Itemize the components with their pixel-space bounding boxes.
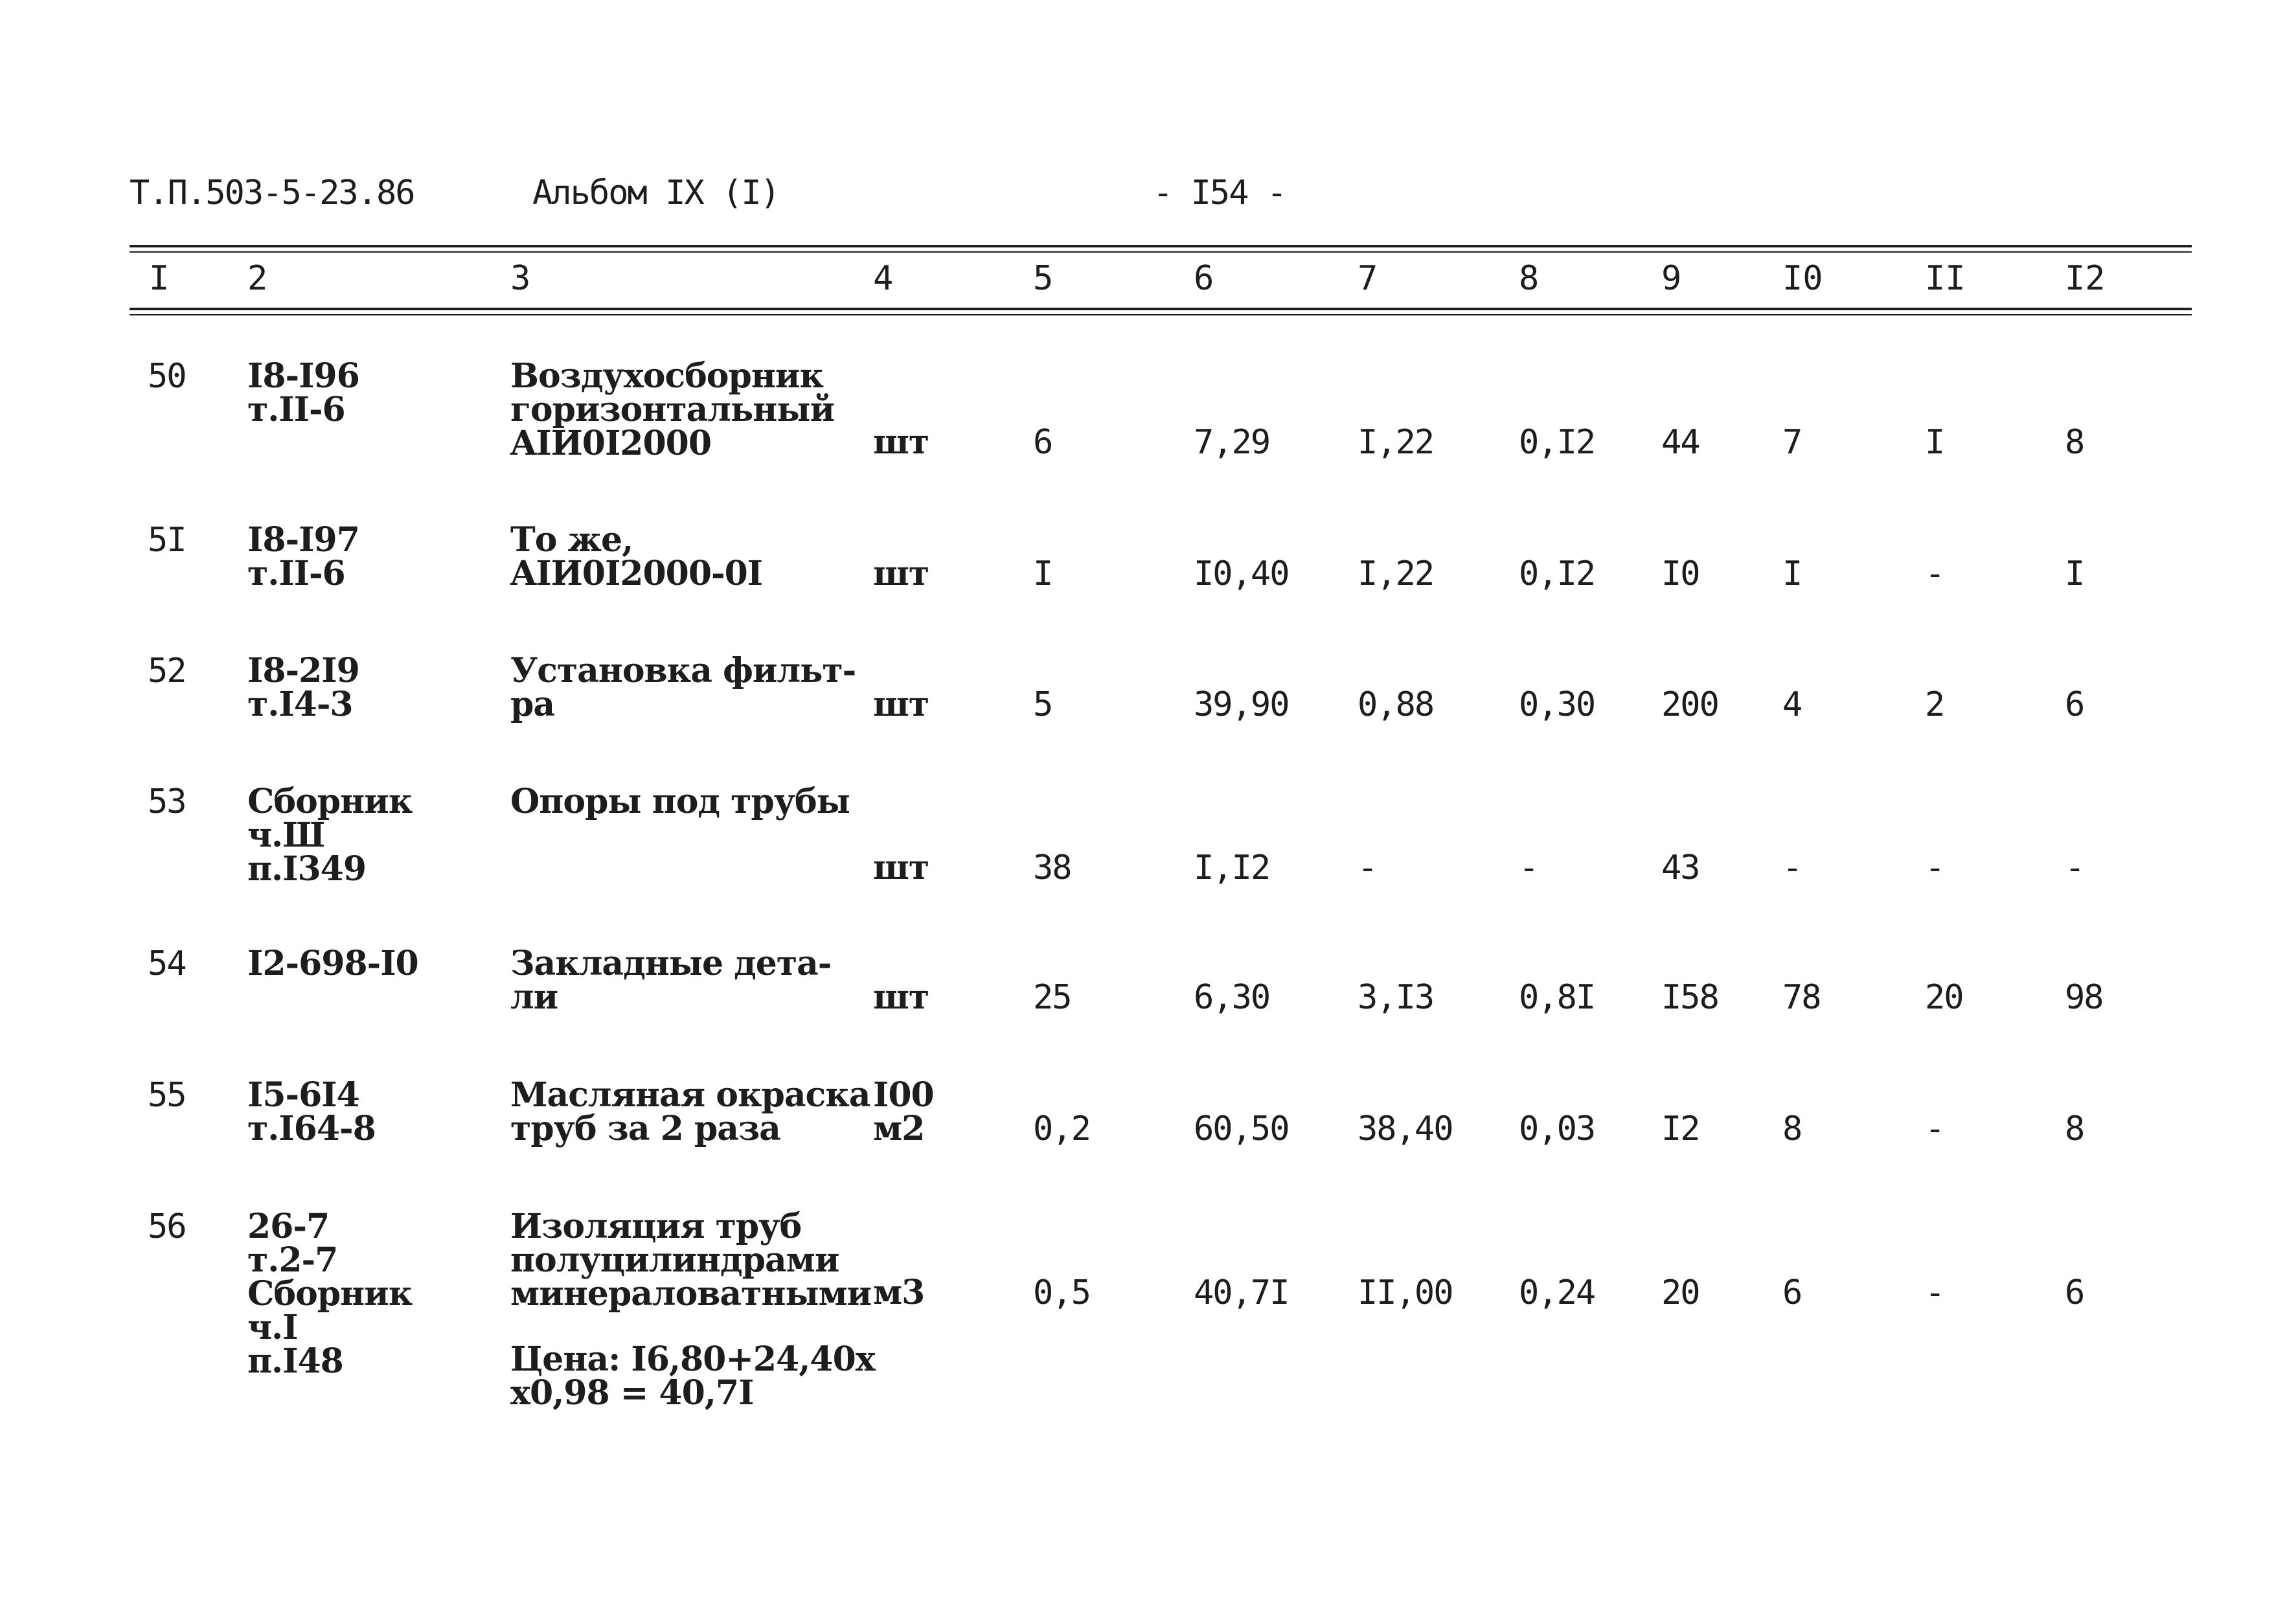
rate-code: I2-698-I0: [247, 944, 418, 983]
value-c6: 39,90: [1194, 685, 1289, 724]
value-c12: 6: [2065, 685, 2084, 724]
value-c8: 0,I2: [1519, 554, 1595, 593]
value-c11: 20: [1925, 978, 1963, 1017]
work-name: Опоры под трубы: [510, 782, 850, 821]
value-c9: 20: [1661, 1273, 1699, 1312]
value-c10: 78: [1782, 978, 1821, 1017]
column-header: I2: [2065, 259, 2106, 298]
value-c7: II,00: [1358, 1273, 1453, 1312]
doc-code: Т.П.503-5-23.86: [130, 174, 415, 212]
value-c12: 8: [2065, 1110, 2084, 1148]
value-c9: I2: [1661, 1110, 1699, 1148]
value-c5: 0,5: [1033, 1273, 1090, 1312]
unit: м3: [873, 1273, 925, 1312]
work-name: Изоляция труб полуцилиндрами минераловатными: [510, 1207, 872, 1314]
value-c10: 7: [1782, 423, 1802, 462]
value-c11: -: [1925, 1110, 1944, 1148]
value-c7: 3,I3: [1358, 978, 1434, 1017]
value-c6: 60,50: [1194, 1110, 1289, 1148]
table-top-rule-thin: [130, 251, 2192, 253]
value-c12: 6: [2065, 1273, 2084, 1312]
value-c10: -: [1782, 849, 1802, 887]
work-name: То же, AIИ0I2000-0I: [510, 520, 763, 593]
column-header: 2: [247, 259, 268, 298]
row-number: 55: [148, 1076, 186, 1115]
value-c12: -: [2065, 849, 2084, 887]
row-number: 52: [148, 652, 186, 690]
value-c8: -: [1519, 849, 1538, 887]
work-name: Воздухосборник горизонтальный AIИ0I2000: [510, 356, 835, 463]
column-header: 5: [1033, 259, 1054, 298]
value-c6: 7,29: [1194, 423, 1270, 462]
work-name: Закладные дета- ли: [510, 944, 832, 1017]
value-c12: 8: [2065, 423, 2084, 462]
value-c12: I: [2065, 554, 2084, 593]
value-c7: 38,40: [1358, 1110, 1453, 1148]
value-c7: I,22: [1358, 554, 1434, 593]
table-header-rule-thin: [130, 314, 2192, 315]
column-header: 9: [1661, 259, 1682, 298]
value-c5: 25: [1033, 978, 1071, 1017]
column-header: 3: [510, 259, 531, 298]
row-number: 5I: [148, 521, 186, 560]
work-name: Масляная окраска труб за 2 раза: [510, 1075, 870, 1148]
value-c9: 43: [1661, 849, 1699, 887]
unit: шт: [873, 848, 929, 887]
value-c9: 44: [1661, 423, 1699, 462]
value-c8: 0,03: [1519, 1110, 1595, 1148]
rate-code: Сборник ч.Ш п.I349: [247, 782, 413, 889]
unit: шт: [873, 554, 929, 593]
row-number: 56: [148, 1207, 186, 1246]
unit: шт: [873, 422, 929, 462]
unit: I00 м2: [873, 1075, 934, 1148]
unit: шт: [873, 685, 929, 724]
value-c10: 6: [1782, 1273, 1802, 1312]
value-c7: -: [1358, 849, 1377, 887]
column-header: I0: [1782, 259, 1823, 298]
rate-code: I8-I96 т.II-6: [247, 356, 359, 429]
column-header: 6: [1194, 259, 1214, 298]
value-c5: 6: [1033, 423, 1052, 462]
value-c8: 0,30: [1519, 685, 1595, 724]
value-c7: I,22: [1358, 423, 1434, 462]
rate-code: I8-2I9 т.I4-3: [247, 651, 359, 724]
row-number: 53: [148, 782, 186, 821]
album-label: Альбом IX (I): [532, 174, 779, 212]
value-c7: 0,88: [1358, 685, 1434, 724]
rate-code: I5-6I4 т.I64-8: [247, 1075, 376, 1148]
value-c11: -: [1925, 554, 1944, 593]
value-c10: I: [1782, 554, 1802, 593]
value-c5: 0,2: [1033, 1110, 1090, 1148]
value-c5: I: [1033, 554, 1052, 593]
column-header: 4: [873, 259, 894, 298]
value-c6: I,I2: [1194, 849, 1270, 887]
unit: шт: [873, 977, 929, 1017]
column-header: I: [149, 259, 170, 298]
value-c11: -: [1925, 1273, 1944, 1312]
page-number: - I54 -: [1153, 174, 1286, 212]
table-header-rule: [130, 308, 2192, 310]
column-header: II: [1925, 259, 1966, 298]
value-c6: 6,30: [1194, 978, 1270, 1017]
value-c8: 0,8I: [1519, 978, 1595, 1017]
value-c11: -: [1925, 849, 1944, 887]
value-c8: 0,I2: [1519, 423, 1595, 462]
column-header: 7: [1358, 259, 1378, 298]
value-c12: 98: [2065, 978, 2103, 1017]
row-number: 50: [148, 357, 186, 396]
value-c5: 5: [1033, 685, 1052, 724]
value-c5: 38: [1033, 849, 1071, 887]
value-c6: I0,40: [1194, 554, 1289, 593]
rate-code: 26-7 т.2-7 Сборник ч.I п.I48: [247, 1207, 413, 1381]
table-top-rule: [130, 245, 2192, 247]
value-c9: 200: [1661, 685, 1718, 724]
value-c6: 40,7I: [1194, 1273, 1289, 1312]
value-c11: I: [1925, 423, 1944, 462]
column-header: 8: [1519, 259, 1540, 298]
rate-code: I8-I97 т.II-6: [247, 520, 359, 593]
value-c8: 0,24: [1519, 1273, 1595, 1312]
value-c10: 8: [1782, 1110, 1802, 1148]
value-c11: 2: [1925, 685, 1944, 724]
value-c9: I0: [1661, 554, 1699, 593]
value-c10: 4: [1782, 685, 1802, 724]
work-name: Установка фильт- ра: [510, 651, 856, 724]
value-c9: I58: [1661, 978, 1718, 1017]
row-number: 54: [148, 944, 186, 983]
price-note: Цена: I6,80+24,40х х0,98 = 40,7I: [510, 1339, 875, 1413]
